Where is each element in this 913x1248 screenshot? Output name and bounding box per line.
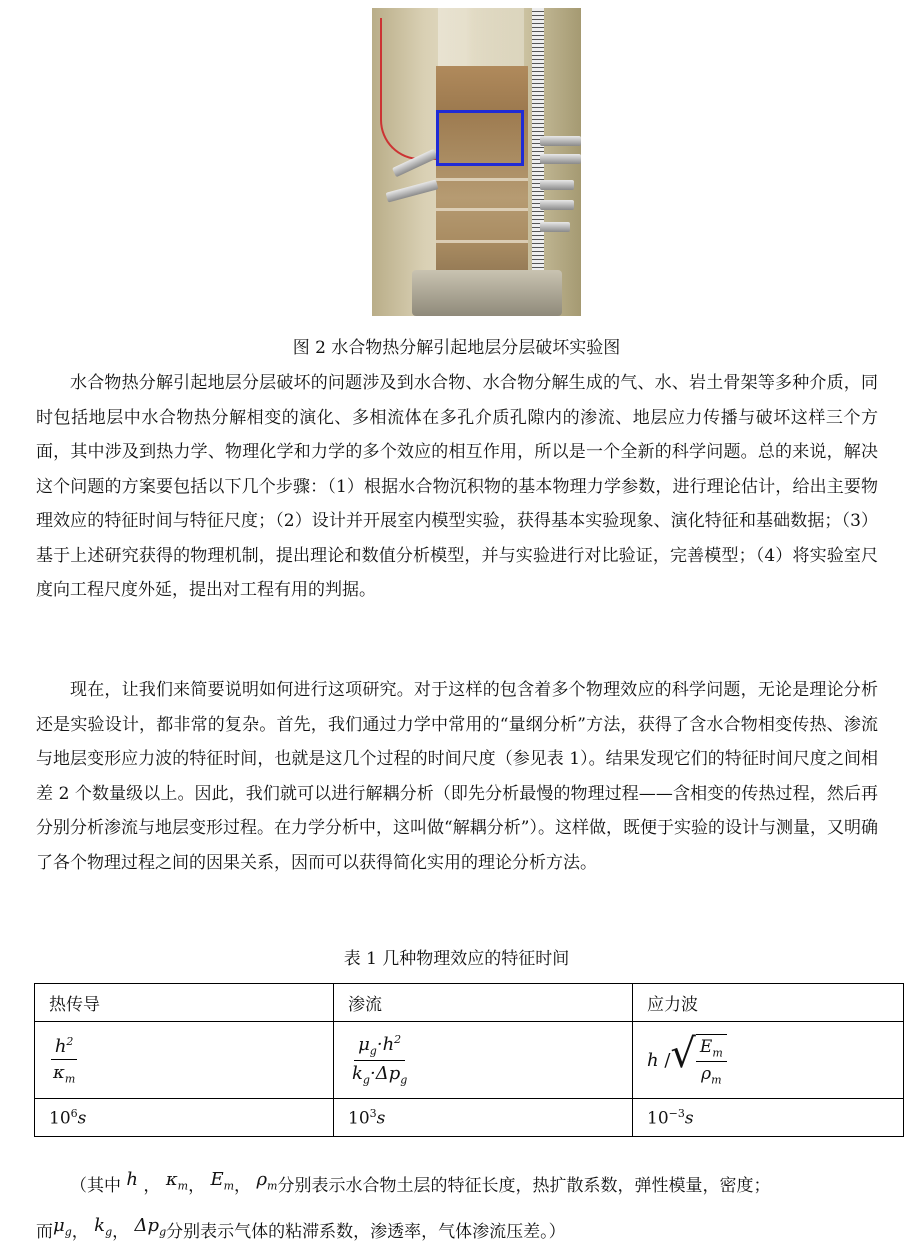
symbol-note-line-2: 而$\mu_g$， $k_g$， $\Delta p_g$分别表示气体的粘滞系数，渗透率，气体渗流压差。）: [36, 1215, 566, 1242]
header-seepage: 渗流: [334, 984, 633, 1022]
time-seepage: $10^3s$: [334, 1099, 633, 1137]
table-time-row: [35, 1099, 904, 1137]
formula-stress-wave: h / √ $\frac{E_m}{\rho_m}$: [633, 1022, 904, 1099]
time-heat: $10^6s$: [35, 1099, 334, 1137]
outlet-pipe: [540, 200, 574, 210]
paragraph-1: 水合物热分解引起地层分层破坏的问题涉及到水合物、水合物分解生成的气、水、岩土骨架等多种介质，同时包括地层中水合物热分解相变的演化、多相流体在多孔介质孔隙内的渗流、地层应力传播与破坏这样三个方面，其中涉及到热力学、物理化学和力学的多个效应的相互作用，所以是一个全新的科学问题。总的来说，解决这个问题的方案要包括以下几个步骤：（1）根据水合物沉积物的基本物理力学参数，进行理论估计，给出主要物理效应的特征时间与特征尺度；（2）设计并开展室内模型实验，获得基本实验现象、演化特征和基础数据；（3）基于上述研究获得的物理机制，提出理论和数值分析模型，并与实验进行对比验证，完善模型；（4）将实验室尺度向工程尺度外延，提出对工程有用的判据。: [36, 373, 878, 600]
apparatus-base: [412, 270, 562, 316]
figure-caption: 图 2 水合物热分解引起地层分层破坏实验图: [292, 338, 621, 358]
outlet-pipe: [540, 154, 581, 164]
outlet-pipe: [540, 222, 570, 232]
time-stress-wave: $10^{-3}s$: [633, 1099, 904, 1137]
layer-band: [436, 240, 528, 243]
table-formula-row: [35, 1022, 904, 1099]
paragraph-2: 现在，让我们来简要说明如何进行这项研究。对于这样的包含着多个物理效应的科学问题，无论是理论分析还是实验设计，都非常的复杂。首先，我们通过力学中常用的“量纲分析”方法，获得了含水合物相变传热、渗流与地层变形应力波的特征时间，也就是这几个过程的时间尺度（参见表 1）。结果发现它们的特征时间尺度之间相差 2 个数量级以上。因此，我们就可以进行解耦分析（即先分析最慢的物理过程——含相变的传热过程，然后再分别分析渗流与地层变形过程。在力学分析中，这叫做“解耦分析”）。这样做，既便于实验的设计与测量，又明确了各个物理过程之间的因果关系，因而可以获得简化实用的理论分析方法。: [36, 680, 878, 873]
fracture-highlight-box: [436, 110, 524, 166]
symbol-note-line-1: （其中 h ， $\kappa_m$， $E_m$， $\rho_m$分别表示水合物土层的特征长度，热扩散系数，弹性模量，密度；: [70, 1169, 771, 1196]
red-wire: [380, 18, 442, 160]
characteristic-time-table: [34, 983, 904, 1137]
header-stress-wave: 应力波: [633, 984, 904, 1022]
measuring-ruler: [532, 8, 544, 298]
experiment-photo: [372, 8, 581, 316]
layer-band: [436, 178, 528, 181]
formula-heat: $\frac{h^2}{\kappa_m}$: [35, 1022, 334, 1099]
outlet-pipe: [540, 136, 581, 146]
formula-seepage: $\frac{\mu_g\cdot h^2}{k_g\cdot\Delta p_g}$: [334, 1022, 633, 1099]
inlet-pipe: [386, 179, 439, 202]
header-heat-conduction: 热传导: [35, 984, 334, 1022]
table-caption: 表 1 几种物理效应的特征时间: [343, 949, 570, 969]
table-header-row: [35, 984, 904, 1022]
layer-band: [436, 208, 528, 211]
hydrate-soil-column: [436, 66, 528, 286]
outlet-pipe: [540, 180, 574, 190]
